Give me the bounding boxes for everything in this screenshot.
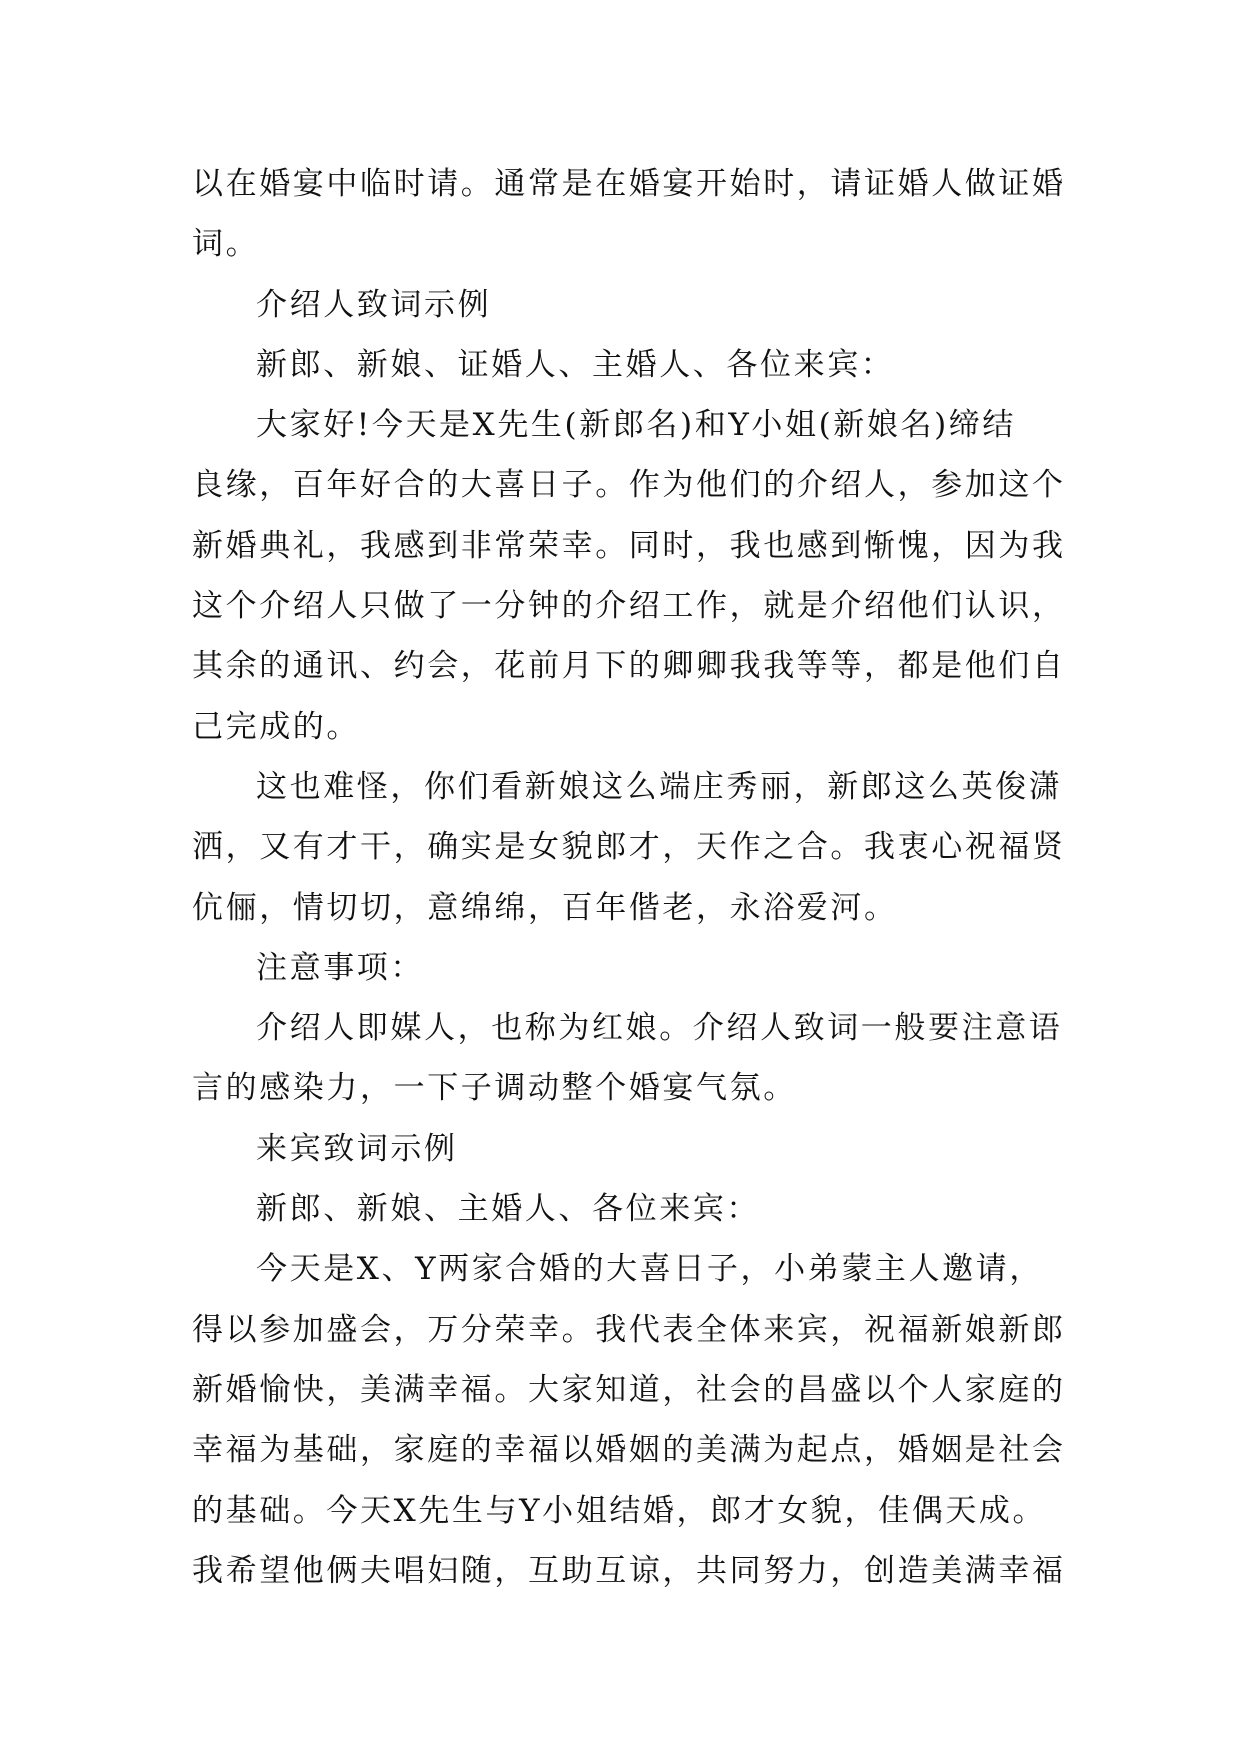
- text-line: 以在婚宴中临时请。通常是在婚宴开始时，请证婚人做证婚: [192, 166, 1066, 202]
- document-body: [192, 154, 1072, 1601]
- text-line: 词。: [192, 226, 260, 263]
- text-line: 言的感染力，一下子调动整个婚宴气氛。: [192, 1070, 797, 1107]
- text-line: 其余的通讯、约会，花前月下的卿卿我我等等，都是他们自: [192, 648, 1066, 685]
- text-line: 的基础。今天X先生与Y小姐结婚，郎才女貌，佳偶天成。: [192, 1492, 1047, 1529]
- paragraph-first-line: 这也难怪，你们看新娘这么端庄秀丽，新郎这么英俊潇: [256, 768, 1063, 805]
- text-line: 新婚愉快，美满幸福。大家知道，社会的昌盛以个人家庭的: [192, 1371, 1066, 1408]
- paragraph-first-line: 注意事项：: [256, 949, 424, 986]
- text-line: 良缘，百年好合的大喜日子。作为他们的介绍人，参加这个: [192, 467, 1066, 504]
- paragraph-first-line: 来宾致词示例: [256, 1130, 458, 1167]
- paragraph-first-line: 新郎、新娘、主婚人、各位来宾：: [256, 1191, 760, 1228]
- paragraph-first-line: 新郎、新娘、证婚人、主婚人、各位来宾：: [256, 346, 895, 383]
- text-line: 这个介绍人只做了一分钟的介绍工作，就是介绍他们认识，: [192, 588, 1066, 625]
- text-line: 我希望他俩夫唱妇随，互助互谅，共同努力，创造美满幸福: [192, 1552, 1066, 1589]
- paragraph-first-line: 今天是X、Y两家合婚的大喜日子，小弟蒙主人邀请，: [256, 1251, 1043, 1288]
- text-line: 伉俪，情切切，意绵绵，百年偕老，永浴爱河。: [192, 889, 898, 926]
- text-line: 新婚典礼，我感到非常荣幸。同时，我也感到惭愧，因为我: [192, 527, 1066, 564]
- paragraph-first-line: 介绍人即媒人，也称为红娘。介绍人致词一般要注意语: [256, 1010, 1063, 1047]
- text-line: 幸福为基础，家庭的幸福以婚姻的美满为起点，婚姻是社会: [192, 1432, 1066, 1469]
- text-line: 洒，又有才干，确实是女貌郎才，天作之合。我衷心祝福贤: [192, 829, 1066, 866]
- paragraph-first-line: 介绍人致词示例: [256, 286, 492, 323]
- text-line: 得以参加盛会，万分荣幸。我代表全体来宾，祝福新娘新郎: [192, 1311, 1066, 1348]
- paragraph-first-line: 大家好!今天是X先生(新郎名)和Y小姐(新娘名)缔结: [256, 407, 1016, 444]
- text-line: 己完成的。: [192, 708, 360, 745]
